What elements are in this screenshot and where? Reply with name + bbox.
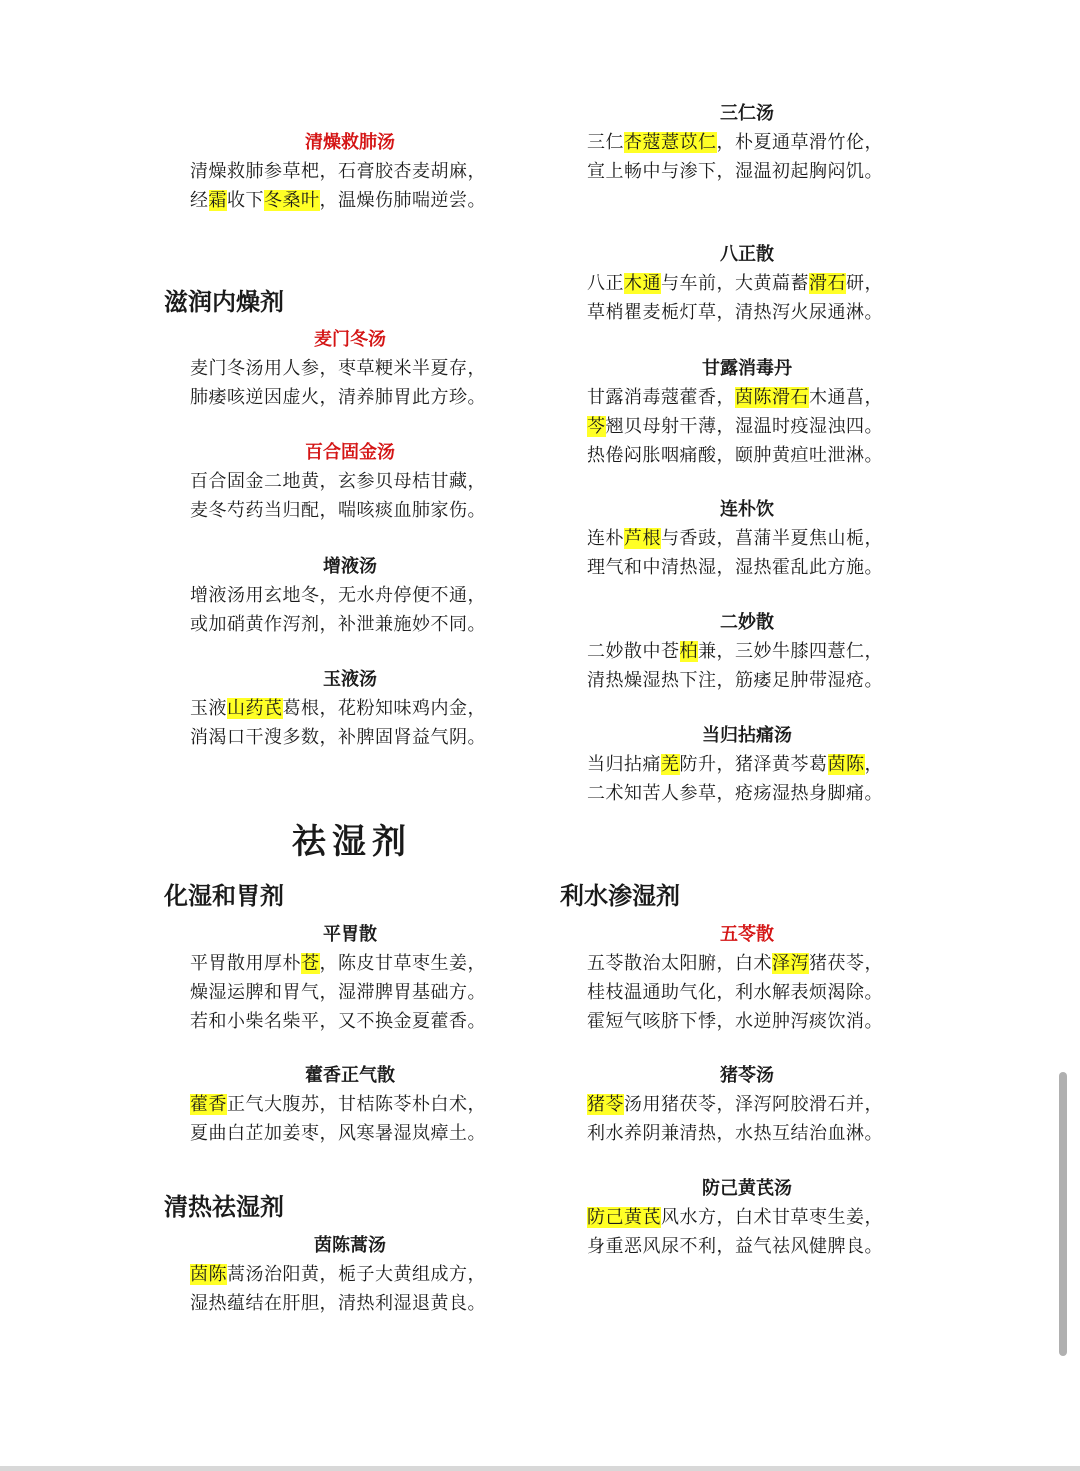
scrollbar-thumb[interactable] <box>1059 1072 1067 1356</box>
verse-text: ，陈皮甘草枣生姜， <box>319 953 486 974</box>
verse-line <box>190 496 510 525</box>
highlighted-herb: 柏 <box>679 641 698 662</box>
verse-line <box>587 1203 907 1232</box>
verse-text: 猪茯苓， <box>809 953 883 974</box>
highlighted-herb: 苍 <box>301 953 320 974</box>
formula-title: 当归拈痛汤 <box>702 725 792 746</box>
verse-text: 正气大腹苏，甘桔陈苓朴白术， <box>227 1094 486 1115</box>
verse-text: 理气和中清热湿，湿热霍乱此方施。 <box>587 557 883 578</box>
formula-title: 清燥救肺汤 <box>305 132 395 153</box>
verse-line <box>587 637 907 666</box>
verse-text: 收下 <box>227 190 264 211</box>
formula-title: 猪苓汤 <box>720 1065 774 1086</box>
verse-text: 清热燥湿热下注，筋痿足肿带湿疮。 <box>587 670 883 691</box>
verse-line <box>587 666 907 695</box>
formula-bazheng <box>587 241 907 327</box>
verse-line <box>190 1090 510 1119</box>
verse-line <box>587 750 907 779</box>
verse-line <box>587 1090 907 1119</box>
verse-line <box>587 269 907 298</box>
formula-wuling <box>587 921 907 1036</box>
verse-text: 若和小柴名柴平，又不换金夏藿香。 <box>190 1011 486 1032</box>
formula-huoxiang <box>190 1062 510 1148</box>
verse-text: 燥湿运脾和胃气，湿滞脾胃基础方。 <box>190 982 486 1003</box>
verse-text: ，朴夏通草滑竹伦， <box>716 132 883 153</box>
verse-line <box>587 949 907 978</box>
verse-line <box>190 581 510 610</box>
section-title-zirun: 滋润内燥剂 <box>164 288 284 316</box>
verse-text: 经 <box>190 190 209 211</box>
formula-title: 三仁汤 <box>720 103 774 124</box>
formula-title: 二妙散 <box>720 612 774 633</box>
verse-line <box>587 1119 907 1148</box>
verse-line <box>190 467 510 496</box>
highlighted-herb: 冬桑叶 <box>264 190 320 211</box>
verse-text: 消渴口干溲多数，补脾固肾益气阴。 <box>190 727 486 748</box>
verse-text: 平胃散用厚朴 <box>190 953 301 974</box>
verse-line <box>190 354 510 383</box>
verse-line <box>587 978 907 1007</box>
verse-line <box>190 978 510 1007</box>
verse-text: 木通菖， <box>809 387 883 408</box>
highlighted-herb: 杏蔻薏苡仁 <box>624 132 717 153</box>
verse-line <box>190 694 510 723</box>
verse-text: 与香豉，菖蒲半夏焦山栀， <box>661 528 883 549</box>
formula-title: 连朴饮 <box>720 499 774 520</box>
verse-line <box>587 553 907 582</box>
highlighted-herb: 山药芪 <box>227 698 283 719</box>
verse-text: 夏曲白芷加姜枣，风寒暑湿岚瘴土。 <box>190 1123 486 1144</box>
verse-text: 热倦闷胀咽痛酸，颐肿黄疸吐泄淋。 <box>587 445 883 466</box>
formula-title: 平胃散 <box>323 924 377 945</box>
verse-text: 湿热蕴结在肝胆，清热利湿退黄良。 <box>190 1293 486 1314</box>
verse-text: 利水养阴兼清热，水热互结治血淋。 <box>587 1123 883 1144</box>
verse-text: 三仁 <box>587 132 624 153</box>
formula-lianpo <box>587 496 907 582</box>
verse-text: 防升，猪泽黄芩葛 <box>679 754 828 775</box>
verse-text: 与车前，大黄萹蓄 <box>661 273 809 294</box>
verse-line <box>587 383 907 412</box>
verse-text: 霍短气咳脐下悸，水逆肿泻痰饮消。 <box>587 1011 883 1032</box>
bottom-divider <box>0 1466 1080 1471</box>
formula-pingwei <box>190 921 510 1036</box>
verse-text: 五苓散治太阳腑，白术 <box>587 953 772 974</box>
formula-title: 八正散 <box>720 244 774 265</box>
verse-text: 百合固金二地黄，玄参贝母桔甘藏， <box>190 471 486 492</box>
verse-line <box>587 524 907 553</box>
formula-title: 玉液汤 <box>323 669 377 690</box>
highlighted-herb: 防己黄芪 <box>587 1207 661 1228</box>
highlighted-herb: 芩 <box>587 416 606 437</box>
verse-text: 二术知苦人参草，疮疡湿热身脚痛。 <box>587 783 883 804</box>
highlighted-herb: 羌 <box>661 754 680 775</box>
formula-title: 麦门冬汤 <box>314 329 386 350</box>
verse-text: 翘贝母射干薄，湿温时疫湿浊四。 <box>605 416 883 437</box>
section-title-lishui: 利水渗湿剂 <box>560 882 680 910</box>
verse-text: 清燥救肺参草杷，石膏胶杏麦胡麻， <box>190 161 486 182</box>
formula-maimen <box>190 326 510 412</box>
verse-text: 葛根，花粉知味鸡内金， <box>282 698 486 719</box>
highlighted-herb: 猪苓 <box>587 1094 624 1115</box>
formula-zengye <box>190 553 510 639</box>
formula-title: 藿香正气散 <box>305 1065 395 1086</box>
highlighted-herb: 茵陈 <box>190 1264 227 1285</box>
verse-line <box>190 1007 510 1036</box>
formula-danggui <box>587 722 907 808</box>
verse-line <box>587 779 907 808</box>
section-title-huashi: 化湿和胃剂 <box>164 882 284 910</box>
highlighted-herb: 泽泻 <box>772 953 809 974</box>
verse-line <box>190 186 510 215</box>
verse-line <box>587 412 907 441</box>
verse-text: 或加硝黄作泻剂，补泄兼施妙不同。 <box>190 614 486 635</box>
verse-text: 肺痿咳逆因虚火，清养肺胃此方珍。 <box>190 387 486 408</box>
verse-text: 宣上畅中与渗下，湿温初起胸闷饥。 <box>587 161 883 182</box>
formula-yuye <box>190 666 510 752</box>
formula-title: 茵陈蒿汤 <box>314 1235 386 1256</box>
verse-line <box>190 949 510 978</box>
verse-line <box>190 723 510 752</box>
verse-line <box>190 1260 510 1289</box>
verse-line <box>190 157 510 186</box>
verse-text: 玉液 <box>190 698 227 719</box>
formula-title: 五苓散 <box>720 924 774 945</box>
verse-text: 兼，三妙牛膝四薏仁， <box>698 641 883 662</box>
highlighted-herb: 藿香 <box>190 1094 227 1115</box>
verse-line <box>190 610 510 639</box>
verse-text: 增液汤用玄地冬，无水舟停便不通， <box>190 585 486 606</box>
formula-sanren <box>587 100 907 186</box>
highlighted-herb: 芦根 <box>624 528 661 549</box>
verse-text: 研， <box>846 273 883 294</box>
formula-title: 防己黄芪汤 <box>702 1178 792 1199</box>
formula-title: 甘露消毒丹 <box>702 358 792 379</box>
formula-title: 增液汤 <box>323 556 377 577</box>
verse-text: 当归拈痛 <box>587 754 661 775</box>
formula-baihe <box>190 439 510 525</box>
verse-text: 蒿汤治阳黄，栀子大黄组成方， <box>227 1264 486 1285</box>
section-title-qingre: 清热祛湿剂 <box>164 1193 284 1221</box>
verse-text: 草梢瞿麦栀灯草，清热泻火尿通淋。 <box>587 302 883 323</box>
verse-text: 甘露消毒蔻藿香， <box>587 387 735 408</box>
verse-text: 二妙散中苍 <box>587 641 680 662</box>
verse-text: 连朴 <box>587 528 624 549</box>
verse-line <box>190 383 510 412</box>
verse-text: 麦门冬汤用人参，枣草粳米半夏存， <box>190 358 486 379</box>
verse-text: 麦冬芍药当归配，喘咳痰血肺家伤。 <box>190 500 486 521</box>
verse-text: 桂枝温通助气化，利水解表烦渴除。 <box>587 982 883 1003</box>
formula-ermiao <box>587 609 907 695</box>
verse-line <box>587 1232 907 1261</box>
highlighted-herb: 霜 <box>208 190 227 211</box>
highlighted-herb: 茵陈 <box>827 754 865 775</box>
formula-qingzao <box>190 129 510 215</box>
verse-line <box>587 298 907 327</box>
verse-text: 风水方，白术甘草枣生姜， <box>661 1207 883 1228</box>
verse-text: 汤用猪茯苓，泽泻阿胶滑石并， <box>624 1094 883 1115</box>
highlighted-herb: 茵陈滑石 <box>735 387 809 408</box>
verse-text: 八正 <box>587 273 624 294</box>
highlighted-herb: 滑石 <box>809 273 846 294</box>
verse-line <box>190 1119 510 1148</box>
formula-yinchen <box>190 1232 510 1318</box>
verse-line <box>190 1289 510 1318</box>
verse-text: ， <box>864 754 883 775</box>
formula-ganlu <box>587 355 907 470</box>
verse-text: 身重恶风尿不利，益气祛风健脾良。 <box>587 1236 883 1257</box>
verse-line <box>587 157 907 186</box>
verse-text: ，温燥伤肺喘逆尝。 <box>319 190 486 211</box>
verse-line <box>587 128 907 157</box>
formula-zhuling <box>587 1062 907 1148</box>
formula-fangji <box>587 1175 907 1261</box>
verse-line <box>587 1007 907 1036</box>
highlighted-herb: 木通 <box>624 273 661 294</box>
verse-line <box>587 441 907 470</box>
chapter-title: 祛湿剂 <box>292 822 412 862</box>
formula-title: 百合固金汤 <box>305 442 395 463</box>
